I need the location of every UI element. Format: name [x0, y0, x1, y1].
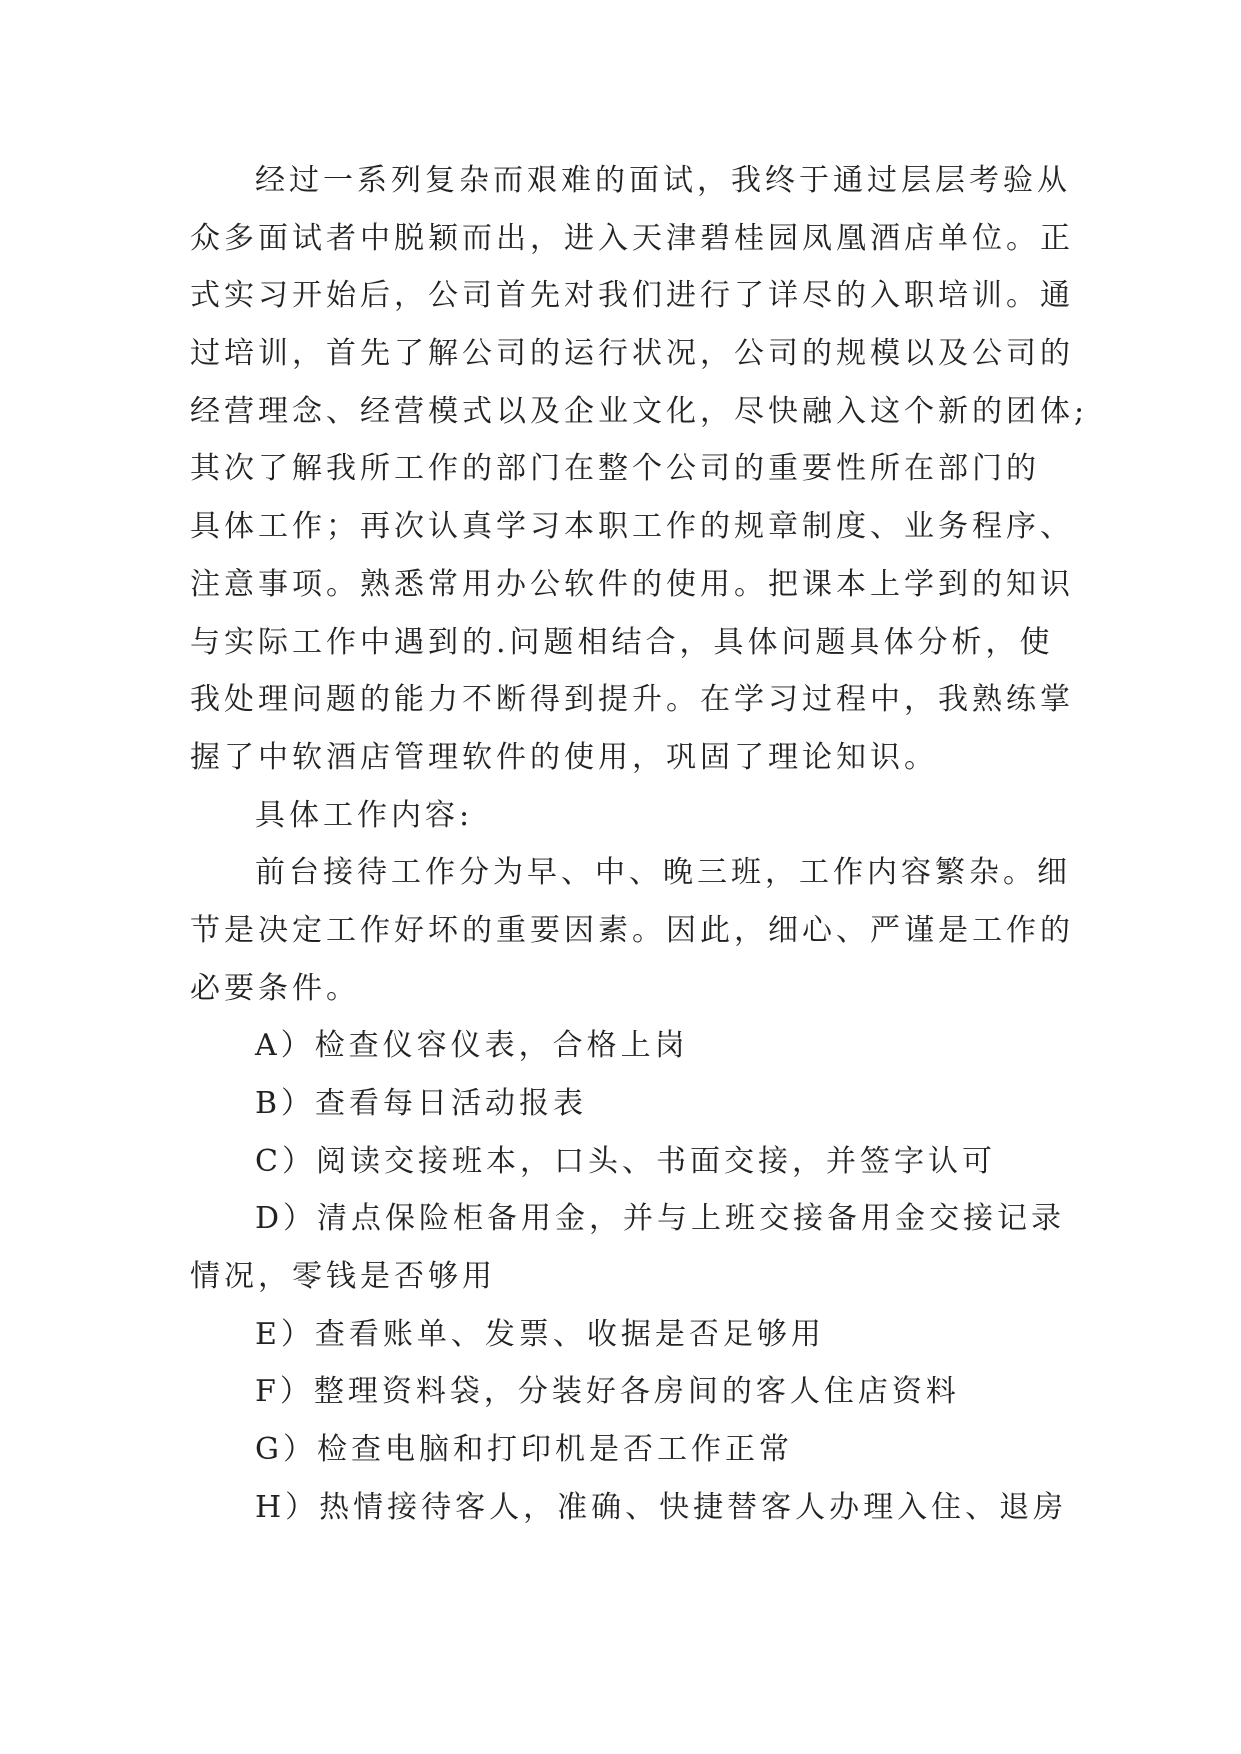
list-item: C）阅读交接班本，口头、书面交接，并签字认可 [255, 1143, 996, 1179]
text-line: 经过一系列复杂而艰难的面试，我终于通过层层考验从 [255, 163, 1071, 198]
list-item: G）检查电脑和打印机是否工作正常 [255, 1432, 793, 1468]
section-heading: 具体工作内容: [255, 797, 474, 833]
list-item: F）整理资料袋，分装好各房间的客人住店资料 [255, 1374, 960, 1410]
text-line: 节是决定工作好坏的重要因素。因此，细心、严谨是工作的 [190, 912, 1074, 948]
text-line: 与实际工作中遇到的.问题相结合，具体问题具体分析，使 [190, 624, 1054, 660]
text-line: 式实习开始后，公司首先对我们进行了详尽的入职培训。通 [190, 278, 1074, 314]
text-line: 经营理念、经营模式以及企业文化，尽快融入这个新的团体; [190, 393, 1089, 429]
list-item-continuation: 情况，零钱是否够用 [190, 1259, 496, 1295]
list-item: H）热情接待客人，准确、快捷替客人办理入住、退房 [255, 1489, 1068, 1525]
text-line: 具体工作；再次认真学习本职工作的规章制度、业务程序、 [190, 509, 1074, 545]
document-body [190, 152, 1089, 1537]
list-item: E）查看账单、发票、收据是否足够用 [255, 1316, 825, 1352]
text-line: 众多面试者中脱颖而出，进入天津碧桂园凤凰酒店单位。正 [190, 220, 1074, 256]
text-line: 其次了解我所工作的部门在整个公司的重要性所在部门的 [190, 451, 1040, 487]
text-line: 我处理问题的能力不断得到提升。在学习过程中，我熟练掌 [190, 682, 1074, 718]
text-line: 过培训，首先了解公司的运行状况，公司的规模以及公司的 [190, 336, 1074, 372]
text-line: 注意事项。熟悉常用办公软件的使用。把课本上学到的知识 [190, 566, 1074, 602]
text-line: 握了中软酒店管理软件的使用，巩固了理论知识。 [190, 739, 938, 775]
list-item: A）检查仪容仪表，合格上岗 [255, 1028, 689, 1064]
text-line: 前台接待工作分为早、中、晚三班，工作内容繁杂。细 [255, 855, 1071, 891]
text-line: 必要条件。 [190, 970, 360, 1006]
list-item: D）清点保险柜备用金，并与上班交接备用金交接记录 [255, 1201, 1066, 1237]
list-item: B）查看每日活动报表 [255, 1086, 588, 1121]
